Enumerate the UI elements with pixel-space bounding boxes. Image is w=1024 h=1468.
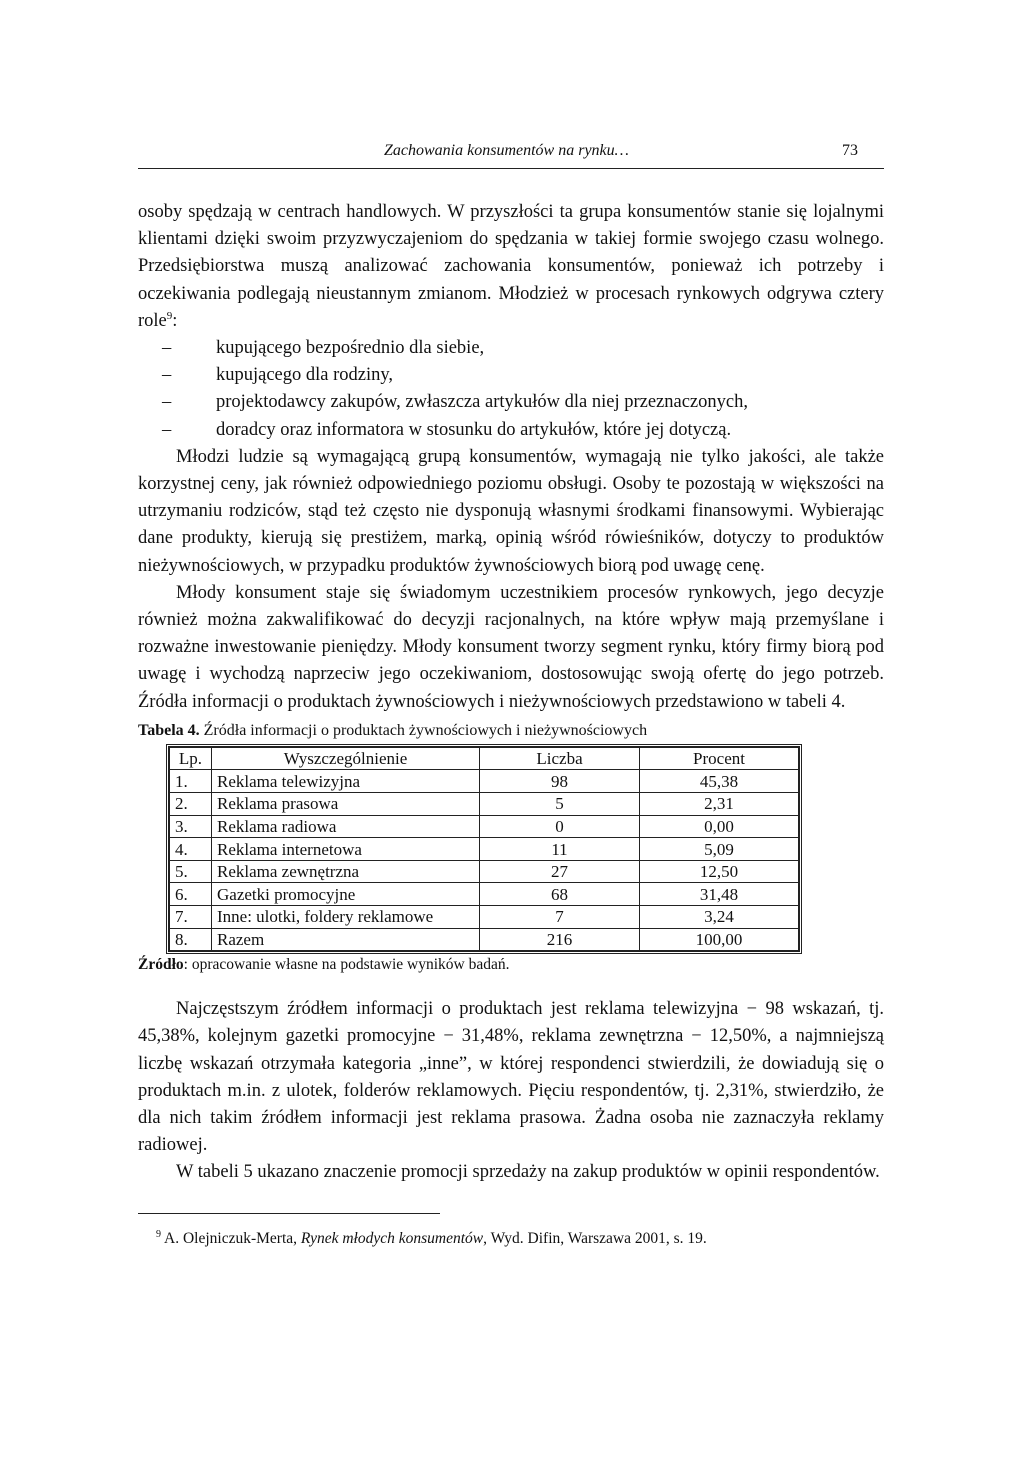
cell-count: 11 <box>480 838 640 861</box>
footnote-ref[interactable]: 9 <box>166 309 173 322</box>
source-label: Źródło <box>138 956 184 974</box>
cell-percent: 45,38 <box>640 770 799 793</box>
cell-percent: 0,00 <box>640 815 799 838</box>
table-row <box>170 815 799 838</box>
table-row <box>170 793 799 816</box>
cell-item: Inne: ulotki, foldery reklamowe <box>212 906 480 929</box>
cell-count: 0 <box>480 815 640 838</box>
table-source <box>138 956 884 974</box>
body-text-2 <box>138 996 884 1186</box>
cell-lp: 7. <box>170 906 212 929</box>
dash: – <box>162 365 172 386</box>
table-caption <box>138 722 884 740</box>
cell-percent: 2,31 <box>640 793 799 816</box>
footnote-rule <box>138 1213 440 1214</box>
footnote-rest: , Wyd. Difin, Warszawa 2001, s. 19. <box>483 1229 707 1247</box>
list-item-text: kupującego bezpośrednio dla siebie, <box>216 338 485 359</box>
cell-lp: 2. <box>170 793 212 816</box>
cell-item: Reklama radiowa <box>212 815 480 838</box>
footnote-title: Rynek młodych konsumentów <box>300 1229 484 1247</box>
cell-lp: 8. <box>170 928 212 951</box>
page-number: 73 <box>842 142 858 159</box>
footnote-author: A. Olejniczuk-Merta, <box>161 1229 301 1247</box>
header-lp: Lp. <box>170 747 212 770</box>
footnote <box>138 1230 884 1248</box>
header-item: Wyszczególnienie <box>212 747 480 770</box>
cell-item: Gazetki promocyjne <box>212 883 480 906</box>
cell-count: 68 <box>480 883 640 906</box>
source-text: : opracowanie własne na podstawie wyników badań. <box>183 956 510 974</box>
colon: : <box>172 310 178 331</box>
cell-item: Reklama zewnętrzna <box>212 860 480 883</box>
header-count: Liczba <box>480 747 640 770</box>
cell-count: 98 <box>480 770 640 793</box>
cell-item: Razem <box>212 928 480 951</box>
body-text <box>138 199 884 716</box>
cell-count: 27 <box>480 860 640 883</box>
paragraph-5: W tabeli 5 ukazano znaczenie promocji sprzedaży na zakup produktów w opinii respondentów. <box>176 1162 880 1183</box>
cell-item: Reklama internetowa <box>212 838 480 861</box>
dash: – <box>162 338 172 359</box>
list-item <box>138 417 884 444</box>
paragraph-1-text: osoby spędzają w centrach handlowych. W przyszłości ta grupa konsumentów stanie się lojalnymi klientami dzięki swoim przyzwyczajeniom do spędzania w takiej formie swojego czasu wolnego. Przedsiębiorstwa muszą analizować zachowania konsumentów, ponieważ ich potrzeby i oczekiwania podlegają nieustannym zmianom. <box>138 202 884 304</box>
footnote-mark: 9 <box>156 1228 161 1240</box>
list-item <box>138 389 884 416</box>
running-title: Zachowania konsumentów na rynku… <box>384 142 629 159</box>
list-item-text: doradcy oraz informatora w stosunku do artykułów, które jej dotyczą. <box>216 419 732 440</box>
page <box>138 136 884 1248</box>
table-row <box>170 770 799 793</box>
roles-list <box>138 335 884 444</box>
running-head <box>138 136 884 169</box>
cell-percent: 12,50 <box>640 860 799 883</box>
paragraph-1 <box>138 199 884 335</box>
dash: – <box>162 392 172 413</box>
cell-count: 216 <box>480 928 640 951</box>
cell-count: 7 <box>480 906 640 929</box>
cell-lp: 4. <box>170 838 212 861</box>
paragraph-2: Młodzi ludzie są wymagającą grupą konsumentów, wymagają nie tylko jakości, ale także korzystnej ceny, jak również odpowiedniego poziomu obsługi. Osoby te pozostają w większości na utrzymaniu rodziców, stąd też często nie dysponują własnymi środkami finansowymi. Wybierając dane produkty, kierują się prestiżem, marką, opinią wśród rówieśników, dotyczy to produktów nieżywnościowych, w przypadku produktów żywnościowych biorą pod uwagę cenę. <box>138 446 884 576</box>
table-row <box>170 906 799 929</box>
table-row <box>170 838 799 861</box>
table-caption-text: Źródła informacji o produktach żywnościowych i nieżywnościowych <box>203 721 648 739</box>
cell-item: Reklama prasowa <box>212 793 480 816</box>
cell-percent: 100,00 <box>640 928 799 951</box>
table-row <box>170 860 799 883</box>
list-item <box>138 362 884 389</box>
cell-lp: 3. <box>170 815 212 838</box>
cell-percent: 3,24 <box>640 906 799 929</box>
table-row <box>170 883 799 906</box>
paragraph-1-roles: Młodzież w procesach rynkowych odgrywa cztery role <box>138 283 885 331</box>
table-header-row <box>170 747 799 770</box>
cell-lp: 5. <box>170 860 212 883</box>
sources-table-frame <box>166 744 802 954</box>
cell-item: Reklama telewizyjna <box>212 770 480 793</box>
cell-lp: 1. <box>170 770 212 793</box>
list-item <box>138 335 884 362</box>
list-item-text: projektodawcy zakupów, zwłaszcza artykułów dla niej przeznaczonych, <box>216 392 748 413</box>
cell-lp: 6. <box>170 883 212 906</box>
paragraph-3: Młody konsument staje się świadomym uczestnikiem procesów rynkowych, jego decyzje również można zakwalifikować do decyzji racjonalnych, na które wpływ mają przemyślane i rozważne inwestowanie pieniędzy. Młody konsument tworzy segment rynku, który firmy biorą pod uwagę i wychodzą naprzeciw jego oczekiwaniom, dostosowując swoją ofertę do jego potrzeb. Źródła informacji o produktach żywnościowych i nieżywnościowych przedstawiono w tabeli 4. <box>138 582 884 712</box>
dash: – <box>162 419 172 440</box>
paragraph-4: Najczęstszym źródłem informacji o produktach jest reklama telewizyjna − 98 wskazań, tj. 45,38%, kolejnym gazetki promocyjne − 31,48%, reklama zewnętrzna − 12,50%, a najmniejszą liczbę wskazań otrzymała kategoria „inne”, w której respondenci stwierdzili, że dowiadują się o produktach m.in. z ulotek, folderów reklamowych. Pięciu respondentów, tj. 2,31%, stwierdziło, że dla nich takim źródłem informacji jest reklama prasowa. Żadna osoba nie zaznaczyła reklamy radiowej. <box>138 999 884 1156</box>
cell-percent: 31,48 <box>640 883 799 906</box>
cell-count: 5 <box>480 793 640 816</box>
table-caption-label: Tabela 4. <box>138 721 200 739</box>
header-percent: Procent <box>640 747 799 770</box>
sources-table <box>169 747 799 951</box>
table-row <box>170 928 799 951</box>
cell-percent: 5,09 <box>640 838 799 861</box>
list-item-text: kupującego dla rodziny, <box>216 365 394 386</box>
